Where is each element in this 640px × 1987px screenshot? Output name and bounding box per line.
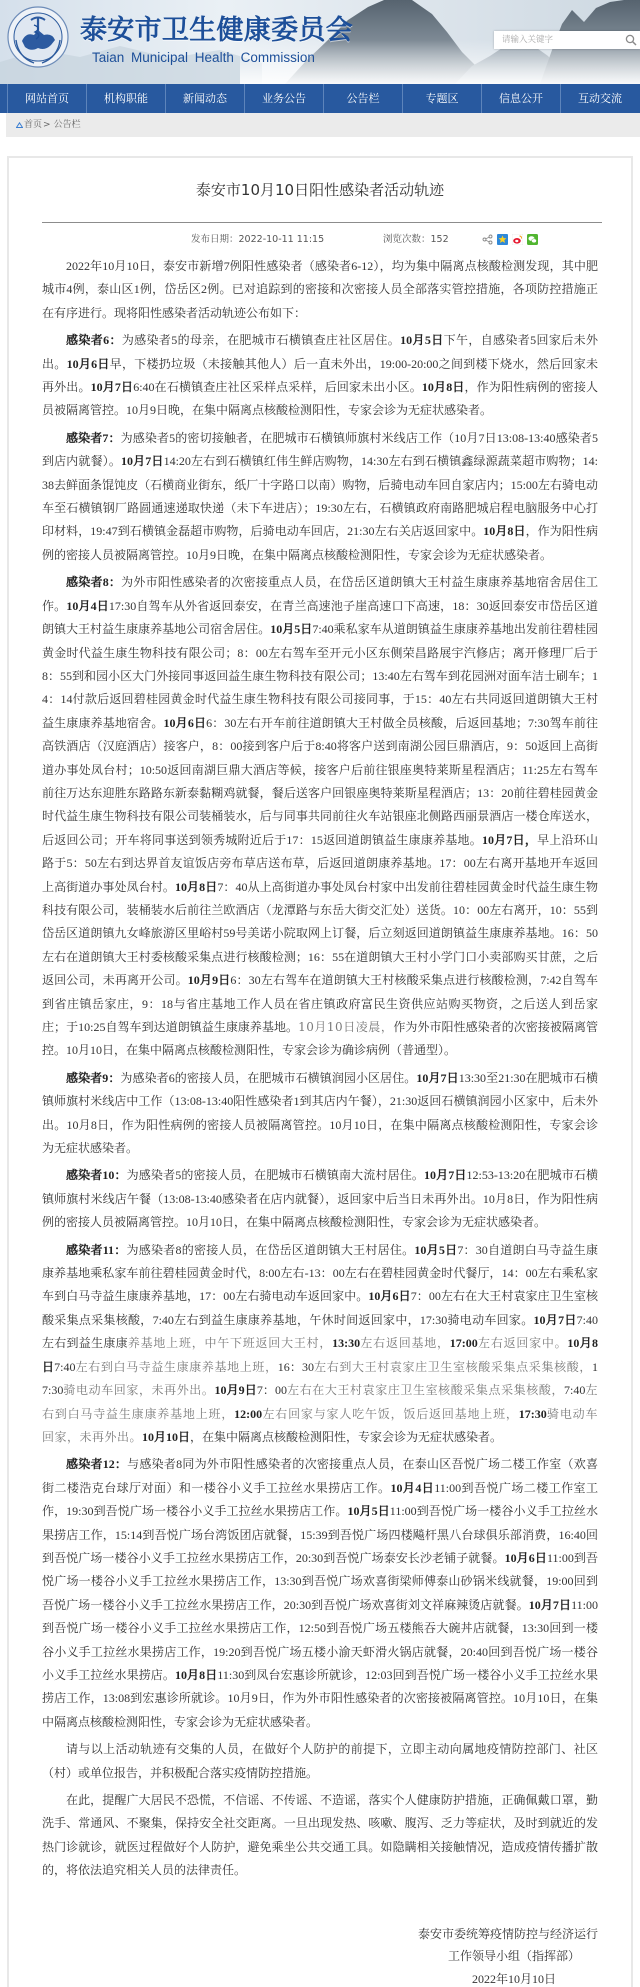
paragraph-text: 7:40乘私家车从道朗镇益生康康养基地出发前往碧桂园黄金时代益生康生物科技有限公司；8：00左右驾车至开元小区东侧荣昌路展宇汽修店；离开修理厂后于8：55到和园小区大门外接同事返回益生康生物科技有限公司；13:40左右驾车到花园洲对面车洁士刷车；14：14付款后返回碧桂园黄金时代益生康生物科技有限公司接同事，于15：40左右共同返回道朗镇大王村益生康康养基地宿舍。	[42, 622, 598, 730]
emphasis-text: 10月6日	[504, 1550, 547, 1565]
article-signature	[42, 1923, 598, 1987]
article-body	[42, 255, 598, 1987]
main-nav	[0, 84, 640, 113]
emphasis-text: 感染者7：	[66, 430, 121, 445]
emphasis-text: 10月7日	[533, 1312, 577, 1327]
nav-item-functions[interactable]: 机构职能	[86, 84, 165, 113]
commission-logo	[7, 6, 69, 68]
emphasis-text: 10月6日	[66, 356, 110, 371]
paragraph-text: 左右回家与家人吃午饭，饭后返回基地上班，	[262, 1406, 519, 1421]
article-paragraph	[42, 329, 598, 423]
publish-date-label: 发布日期：	[191, 234, 239, 245]
emphasis-text: 10月10日	[142, 1429, 191, 1444]
paragraph-text: 养基地上班，中午下班返回大王村，	[127, 1336, 333, 1351]
article-meta	[9, 232, 631, 248]
paragraph-text: 7：00	[256, 1383, 288, 1398]
paragraph-text: 作为外市阳性感染者的次密接被隔离管控。10月10日，在集中隔离点核酸检测阳性，专家会诊为确诊病例（普通型）。	[42, 1020, 598, 1058]
paragraph-text: 16：30	[277, 1359, 314, 1374]
article-paragraph	[42, 1789, 598, 1883]
search-icon[interactable]	[625, 34, 637, 46]
article-card	[7, 156, 633, 1987]
paragraph-text: 14:20左右到石横镇红伟生鲜店购物，14:30左右到石横镇鑫绿源蔬菜超市购物；14:38去鲜面条馄饨皮（石横商业街东，纸厂十字路口以南）购物，后骑电动车回自家店内；15:00左右骑电动车至石横镇钢厂路圆通速递取快递（未下车进店）；19:30左右，石横镇政府南路肥城启程电脑服务中心打印材料，19:47到石横镇金磊超市购物，后骑电动车回店，21:30左右关店返回家中。	[42, 454, 598, 539]
title-divider	[42, 222, 602, 223]
emphasis-text: 10月5日	[270, 622, 313, 637]
view-count-value: 152	[430, 234, 449, 245]
emphasis-text: 12:00	[234, 1406, 263, 1421]
paragraph-text: 6：30左右开车前往道朗镇大王村做全员核酸，后返回基地；7:30驾车前往高铁酒店（汉庭酒店）接客户，8：00接到客户后于8:40将客户送到南湖公园巨鼎酒店，9：50返回上高街道办事处凤台村；10:50返回南湖巨鼎大酒店等候，接客户后前往银座奥特莱斯星程酒店；11:25左右驾车前往万达东迎胜东路路东新泰黏糊鸡就餐，餐后送客户回银座奥特莱斯星程酒店；13：20前往碧桂园黄金时代益生康生物科技有限公司装桶装水，后与同事共同前往火车站银座北侧路西丽景酒店一楼仓库送水，后返回公司；开车将同事送到领秀城附近后于17：15返回道朗镇益生康康养基地。	[42, 715, 598, 847]
emphasis-text: 10月4日	[390, 1480, 435, 1495]
article-paragraph	[42, 255, 598, 325]
paragraph-text: 下午，自感染者5回家后未外出。	[42, 333, 598, 371]
share-bar	[482, 234, 538, 245]
nav-item-topics[interactable]: 专题区	[402, 84, 481, 113]
publish-date-value: 2022-10-11 11:15	[238, 234, 325, 245]
emphasis-text: 10月7日	[423, 1168, 467, 1183]
signature-date: 2022年10月10日	[471, 1971, 556, 1986]
paragraph-text: ，作为阳性病例的密接人员被隔离管控。10月9日晚，在集中隔离点核酸检测阳性，专家会诊为无症状感染者。	[42, 524, 598, 562]
paragraph-text: 为感染者5的密切接触者，在肥城市石横镇师旗村米线店工作（10月7日13:08-13:40感染者5到店内就餐）。	[42, 430, 598, 469]
article-paragraph	[42, 1067, 598, 1161]
paragraph-text: 7：40从上高街道办事处凤台村家中出发前往碧桂园黄金时代益生康生物科技有限公司，装桶装水后前往兰欧酒店（龙潭路与东岳大街交汇处）送货。10：00左右离开，10：55到岱岳区道朗镇九女峰旅游区里峪村59号美诺小院取网上订餐，后立刻返回道朗镇益生康康养基地。16：50左右在道朗镇大王村委核酸采集点进行核酸检测；16：55在道朗镇大王村小学门口小卖部购买甘蔗，之后返回公司，未再离开公司。	[42, 879, 598, 988]
emphasis-text: 10月7日	[528, 1597, 572, 1612]
emphasis-text: 感染者8：	[66, 575, 122, 590]
nav-item-business-notices[interactable]: 业务公告	[244, 84, 323, 113]
paragraph-text: 左右在大王村袁家庄卫生室核酸采集点采集核酸，	[287, 1383, 565, 1398]
nav-item-interaction[interactable]: 互动交流	[560, 84, 639, 113]
article-title: 泰安市10月10日阳性感染者活动轨迹	[195, 181, 445, 199]
article-paragraph	[42, 1239, 598, 1450]
paragraph-text: 17:30	[42, 1359, 598, 1398]
nav-item-bulletin[interactable]: 公告栏	[323, 84, 402, 113]
paragraph-text: 左右返回家中。	[477, 1336, 568, 1351]
nav-item-news[interactable]: 新闻动态	[165, 84, 244, 113]
paragraph-text: 7:40	[54, 1359, 76, 1374]
breadcrumb-home-link[interactable]: 首页	[24, 120, 43, 130]
paragraph-text: 左右到大王村袁家庄卫生室核酸采集点采集核酸，	[313, 1359, 592, 1374]
emphasis-text: 感染者6：	[66, 333, 122, 348]
emphasis-text: 感染者9：	[66, 1070, 121, 1085]
share-icon[interactable]	[482, 234, 493, 245]
emphasis-text: 感染者11：	[66, 1242, 127, 1257]
emphasis-text: 10月7日	[121, 454, 164, 469]
emphasis-text: 10月5日	[414, 1242, 458, 1257]
paragraph-text: 11:30到凤台宏惠诊所就诊，12:03回到吾悦广场一楼谷小义手工拉丝水果捞店工作，13:08到宏惠诊所就诊。10月9日，作为外市阳性感染者的次密接被隔离管控。10月10日，在集中隔离点核酸检测阳性，专家会诊为无症状感染者。	[42, 1667, 598, 1729]
paragraph-text: 为感染者6的密接人员，在肥城市石横镇润园小区居住。	[120, 1070, 417, 1085]
emphasis-text: 10月5日	[400, 333, 444, 348]
nav-item-home[interactable]: 网站首页	[7, 84, 86, 113]
paragraph-text: 13:30至21:30在肥城市石横镇师旗村米线店中工作（13:08-13:40阳性感染者1到其店内午餐），21:30返回石横镇润园小区家中，后未外出。10月8日，作为阳性病例的密接人员被隔离管控。10月10日，在集中隔离点核酸检测阳性，专家会诊为无症状感染者。	[42, 1070, 598, 1156]
paragraph-text: 12:53-13:20在肥城市石横镇师旗村米线店午餐（13:08-13:40感染者在店内就餐），返回家中后当日未再外出。10月8日，作为阳性病例的密接人员被隔离管控。10月10日，在集中隔离点核酸检测阳性，专家会诊为无症状感染者。	[42, 1168, 598, 1230]
paragraph-text: 6:40在石横镇查庄社区采样点采样，后回家未出小区。	[133, 380, 422, 395]
article-paragraph	[42, 1164, 598, 1234]
article-paragraph	[42, 1453, 598, 1734]
emphasis-text: 10月7日	[416, 1070, 459, 1085]
emphasis-text: 10月4日	[66, 598, 109, 613]
emphasis-text: 10月8日	[483, 524, 526, 539]
paragraph-text: 请与以上活动轨迹有交集的人员，在做好个人防护的前提下，立即主动向属地疫情防控部门、社区（村）或单位报告，并积极配合落实疫情防控措施。	[42, 1742, 598, 1780]
emphasis-text: 10月9日	[187, 973, 231, 988]
weibo-icon[interactable]	[512, 234, 523, 245]
search-box	[494, 31, 640, 49]
paragraph-text: 11:00到吾悦广场二楼工作室工作，19:30到吾悦广场一楼谷小义手工拉丝水果捞店工作。	[42, 1480, 598, 1519]
view-count-label: 浏览次数：	[383, 234, 431, 245]
emphasis-text: 17:30	[518, 1406, 547, 1421]
site-title: 泰安市卫生健康委员会	[80, 15, 353, 46]
paragraph-text: 11:00到吾悦广场一楼谷小义手工拉丝水果捞店工作，13:30到吾悦广场欢喜街梁师傅泰山砂锅米线就餐，19:00回到吾悦广场一楼谷小义手工拉丝水果捞店工作，20:30到吾悦广场欢喜街刘文祥麻辣烫店就餐。	[42, 1550, 599, 1612]
paragraph-text: 6：30左右驾车在道朗镇大王村核酸采集点进行核酸检测，7:42自驾车到省庄镇岳家庄，9：18与省庄基地工作人员在省庄镇政府富民生资供应站购买物资，之后送人到岳家庄；于10:25自驾车到达道朗镇益生康康养基地。	[42, 973, 598, 1034]
paragraph-text: 与感染者8同为外市阳性感染者的次密接重点人员，在泰山区吾悦广场二楼工作室（欢喜街二楼浩克台球厅对面）和一楼谷小义手工拉丝水果捞店工作。	[42, 1457, 598, 1495]
paragraph-text: 左右到白马寺益生康康养基地上班，	[42, 1383, 598, 1421]
paragraph-text: 7：30自道朗白马寺益生康康养基地乘私家车前往碧桂园黄金时代，8:00左右-13：00左右在碧桂园黄金时代餐厅，14：00左右乘私家车到白马寺益生康康养基地，17：00左右骑电动车返回家中。	[42, 1242, 598, 1304]
emphasis-text: 13:30	[332, 1336, 361, 1351]
paragraph-text: 7：00左右在大王村袁家庄卫生室核酸采集点采集核酸，7:40左右到益生康康养基地，午休时间返回家中，17:30骑电动车回家。	[42, 1289, 598, 1327]
breadcrumb-current-link[interactable]: 公告栏	[53, 120, 81, 130]
emphasis-text: 感染者12：	[66, 1457, 128, 1472]
emphasis-text: 10月6日	[368, 1289, 411, 1304]
paragraph-text: 7:40	[564, 1383, 586, 1398]
qzone-icon[interactable]	[497, 234, 508, 245]
breadcrumb-separator: >	[43, 120, 51, 130]
site-header	[0, 0, 640, 84]
paragraph-text: 骑电动车回家，未再外出。	[42, 1406, 598, 1444]
nav-item-info-disclosure[interactable]: 信息公开	[481, 84, 560, 113]
paragraph-text: 10月10日凌晨，	[298, 1020, 394, 1034]
paragraph-text: 11:00到吾悦广场一楼谷小义手工拉丝水果捞店工作，12:50到吾悦广场五楼熊吞大碗丼店就餐，13:30回到一楼谷小义手工拉丝水果捞店工作，19:20到吾悦广场五楼小渝天虾滑火锅店就餐，20:40回到吾悦广场一楼谷小义手工拉丝水果捞店。	[42, 1597, 598, 1682]
paragraph-text: 2022年10月10日，泰安市新增7例阳性感染者（感染者6-12），均为集中隔离点核酸检测发现，其中肥城市4例，泰山区1例，岱岳区2例。已对追踪到的密接和次密接人员全部落实管控措施，各项防控措施正在有序进行。现将阳性感染者活动轨迹公布如下：	[42, 259, 598, 320]
paragraph-text: 为外市阳性感染者的次密接重点人员，在岱岳区道朗镇大王村益生康康养基地宿舍居住工作。	[42, 575, 598, 613]
paragraph-text: 在此，提醒广大居民不恐慌，不信谣、不传谣、不造谣，落实个人健康防护措施，正确佩戴口罩，勤洗手、常通风、不聚集，保持安全社交距离。一旦出现发热、咳嗽、腹泻、乏力等症状，及时到就近的发热门诊就诊，就医过程做好个人防护，避免乘坐公共交通工具。如隐瞒相关接触情况，造成疫情传播扩散的，将依法追究相关人员的法律责任。	[42, 1793, 598, 1878]
paragraph-text: 17:30自驾车从外省返回泰安，在青兰高速池子崖高速口下高速，18：30返回泰安市岱岳区道朗镇大王村益生康康养基地公司宿舍居住。	[42, 598, 598, 637]
article-paragraphs	[42, 255, 598, 1883]
view-count	[383, 232, 449, 248]
paragraph-text: 为感染者5的密接人员，在肥城市石横镇南大流村居住。	[126, 1168, 424, 1183]
publish-date	[191, 232, 324, 248]
breadcrumb	[6, 113, 640, 137]
emphasis-text: 10月6日	[163, 715, 207, 730]
article-paragraph	[42, 1738, 598, 1785]
paragraph-text: 11:00到吾悦广场一楼谷小义手工拉丝水果捞店工作，15:14到吾悦广场台湾饭团店就餐，15:39到吾悦广场四楼飚杆黑八台球俱乐部消费，16:40回到吾悦广场一楼谷小义手工拉丝水果捞店工作，20:30到吾悦广场泰安长沙老铺子就餐。	[42, 1504, 598, 1565]
emphasis-text: 17:00	[449, 1336, 478, 1351]
paragraph-text: ，在集中隔离点核酸检测阳性，专家会诊为无症状感染者。	[190, 1429, 503, 1444]
paragraph-text: ，作为阳性病例的密接人员被隔离管控。10月9日晚，在集中隔离点核酸检测阳性，专家会诊为无症状感染者。	[42, 380, 598, 418]
paragraph-text: 左右到白马寺益生康康养基地上班，	[75, 1359, 278, 1374]
emphasis-text: 10月9日	[214, 1383, 257, 1398]
emphasis-text: 10月8日	[42, 1336, 598, 1374]
signature-group: 工作领导小组（指挥部）	[447, 1949, 580, 1964]
paragraph-text: 骑电动车回家，未再外出。	[63, 1383, 215, 1398]
home-icon	[16, 122, 23, 128]
wechat-icon[interactable]	[527, 234, 538, 245]
emphasis-text: 10月8日	[421, 380, 465, 395]
paragraph-text: 为感染者8的密接人员，在岱岳区道朗镇大王村居住。	[126, 1242, 415, 1257]
article-paragraph	[42, 427, 598, 567]
article-paragraph	[42, 571, 598, 1063]
emphasis-text: 10月8日	[174, 1667, 218, 1682]
paragraph-text: 为感染者5的母亲，在肥城市石横镇查庄社区居住。	[121, 333, 401, 348]
paragraph-text: 7:40左右到益生康康	[42, 1312, 598, 1351]
paragraph-text: 左右返回基地，	[360, 1336, 450, 1351]
emphasis-text: 10月7日，	[481, 832, 538, 847]
paragraph-text: 早上沿环山路于5：50左右到达界首友谊饭店旁布草店送布草，后返回道朗康养基地。17：00左右离开基地开车返回上高街道办事处凤台村。	[42, 832, 598, 894]
emphasis-text: 10月8日	[174, 879, 218, 894]
paragraph-text: 早，下楼扔垃圾（未接触其他人）后一直未外出，19:00-20:00之间到楼下烧水，然后回家未再外出。	[42, 356, 598, 395]
site-subtitle: Taian Municipal Health Commission	[92, 50, 315, 65]
search-input[interactable]	[494, 31, 622, 49]
signature-organization: 泰安市委统筹疫情防控与经济运行	[417, 1926, 598, 1941]
emphasis-text: 10月5日	[347, 1504, 390, 1519]
emphasis-text: 10月7日	[90, 380, 134, 395]
emphasis-text: 感染者10：	[66, 1168, 127, 1183]
